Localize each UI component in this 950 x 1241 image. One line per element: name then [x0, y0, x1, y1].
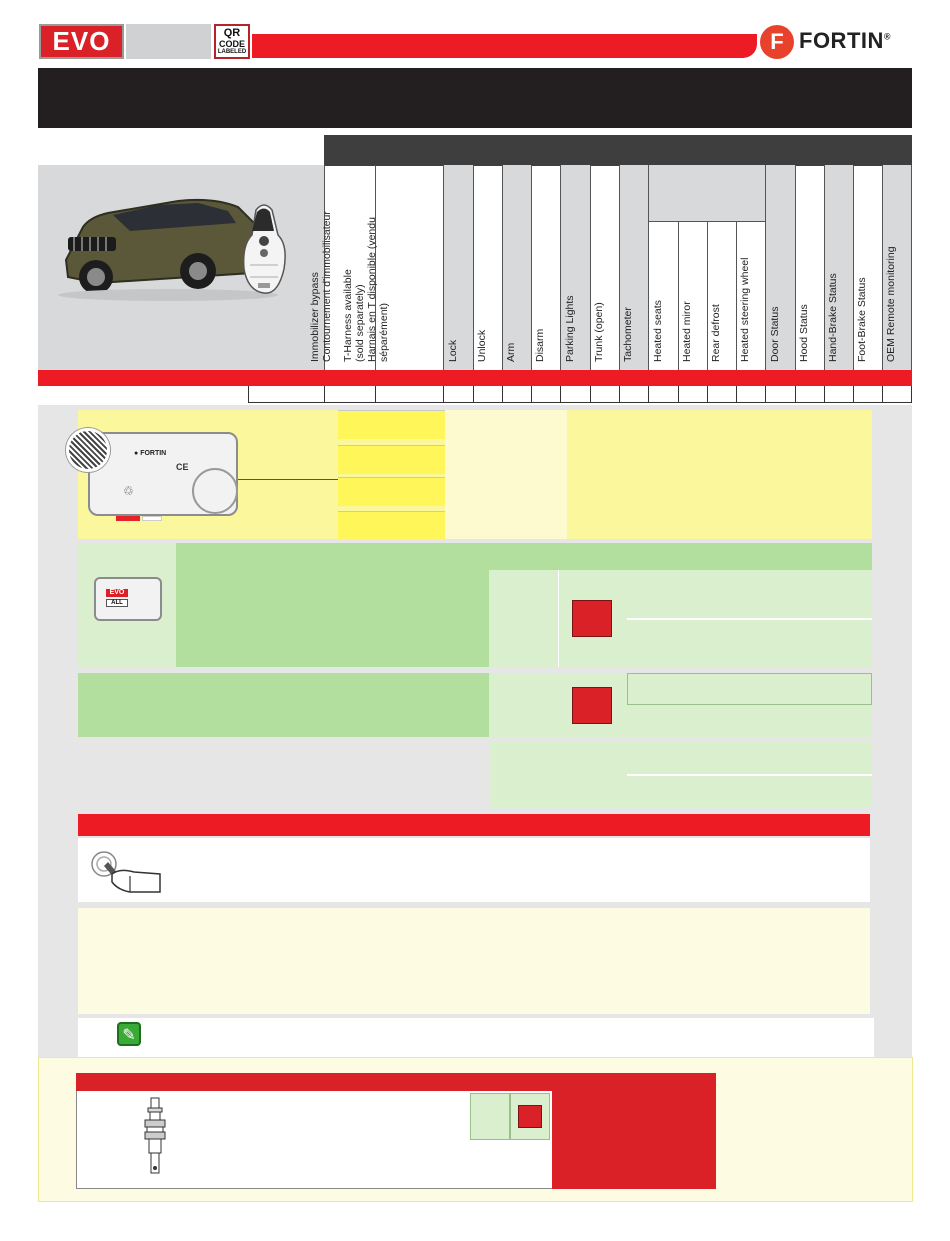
feature-label-door-status: Door Status [768, 306, 781, 362]
firmware-header-cell [489, 543, 627, 570]
evo-all-module-image [94, 577, 162, 621]
feature-col-unlock [473, 165, 502, 370]
section3-option-cell-2 [627, 774, 872, 807]
feature-label-disarm: Disarm [534, 328, 546, 362]
features-header-band [324, 135, 912, 166]
magnifier-circle [192, 468, 238, 514]
all-tag: ALL [106, 599, 128, 607]
feature-label-tachometer: Tachometer [622, 307, 634, 362]
feature-label-rear-defrost: Rear defrost [710, 304, 722, 362]
module-brand-label: ● FORTIN [134, 450, 167, 457]
evo-tag: EVO [106, 589, 128, 597]
qr-badge-line1: QR [223, 27, 241, 39]
accessory-red-header [76, 1073, 552, 1091]
brand-registered-mark: ® [883, 31, 892, 42]
vehicle-illustration [38, 165, 324, 370]
header-grey-box [126, 24, 211, 59]
pin-switch-icon [140, 1098, 170, 1176]
qr-magnifier-icon [66, 428, 110, 472]
module-option-cell-4 [338, 511, 445, 540]
feature-label-immobilizer: Immobilizer bypass Contournement d'immobilisateur [309, 211, 333, 362]
feature-col-oem-remote [882, 165, 912, 370]
notes-pale-box [78, 908, 870, 1014]
accessory-green-cell-1 [470, 1093, 510, 1140]
section2-description-cell [78, 673, 489, 737]
section2-option-cell-1 [627, 673, 872, 705]
module-yellow-light-column [445, 410, 567, 539]
feature-col-lock [443, 165, 473, 370]
options-header-cell [627, 543, 872, 570]
vehicle-image-panel [38, 165, 324, 370]
qr-badge-line2: CODE [218, 39, 245, 49]
fortin-brand-name [799, 28, 891, 54]
tools-box [78, 1018, 874, 1062]
features-value-row [248, 386, 912, 403]
red-marker-square [518, 1105, 542, 1128]
red-marker-square [572, 687, 612, 724]
firmware-cell-1 [489, 570, 559, 667]
module-option-cell-3 [338, 477, 445, 506]
title-band [38, 68, 912, 128]
qr-badge-line3: LABELED [217, 49, 247, 55]
feature-col-door-status [765, 165, 795, 370]
feature-label-unlock: Unlock [476, 329, 488, 362]
feature-col-arm [502, 165, 531, 370]
feature-label-parking-lights: Parking Lights [563, 295, 576, 362]
feature-label-heated-steering: Heated steering wheel [739, 257, 751, 362]
feature-label-hood-status: Hood Status [798, 304, 810, 362]
fortin-logo-icon: F [760, 25, 794, 59]
module-brand-text: FORTIN [140, 450, 167, 457]
wrench-icon: ✎ [117, 1022, 141, 1046]
feature-col-heated-mirror [678, 222, 707, 370]
feature-col-foot-brake [853, 165, 882, 370]
module-option-cell-2 [338, 445, 445, 474]
section2-option-cell-2 [627, 705, 872, 737]
feature-col-hood-status [795, 165, 824, 370]
feature-col-tachometer [619, 165, 648, 370]
feature-label-heated-mirror: Heated miror [681, 301, 693, 362]
red-marker-square [572, 600, 612, 637]
feature-col-t-harness [342, 165, 443, 370]
feature-label-t-harness: T-Harness available (sold separately) Harnais en T disponible (vendu séparément) [342, 217, 390, 362]
feature-label-oem-remote: OEM Remote monitoring [885, 246, 897, 362]
accessory-red-block [552, 1073, 716, 1189]
module-red-connector [116, 516, 140, 521]
section3-firmware-cell [489, 741, 627, 807]
feature-label-heated-seats: Heated seats [651, 300, 664, 362]
option-cell-1 [627, 570, 872, 618]
recycle-bin-icon: ♲ [123, 484, 134, 498]
feature-col-trunk [590, 165, 619, 370]
feature-col-parking-lights [560, 165, 590, 370]
feature-col-heated-steering [736, 222, 765, 370]
feature-col-rear-defrost [707, 222, 736, 370]
qr-code-badge [214, 24, 250, 59]
feature-label-foot-brake: Foot-Brake Status [856, 277, 868, 362]
programming-red-header [78, 814, 870, 836]
module-white-connector [142, 516, 162, 521]
section3-option-cell-1 [627, 741, 872, 774]
feature-col-disarm [531, 165, 560, 370]
feature-label-hand-brake: Hand-Brake Status [827, 273, 839, 362]
section2-firmware-cell-1 [489, 673, 559, 737]
evo-logo: EVO [39, 24, 124, 59]
feature-label-arm: Arm [505, 342, 517, 362]
feature-col-heated-seats [648, 222, 678, 370]
feature-label-lock: Lock [446, 339, 459, 362]
feature-col-hand-brake [824, 165, 853, 370]
callout-line [238, 479, 338, 480]
remote-hand-icon [90, 846, 162, 894]
feature-label-trunk: Trunk (open) [593, 302, 605, 362]
module-option-cell-1 [338, 410, 445, 439]
option-cell-2 [627, 618, 872, 667]
ce-mark: CE [176, 462, 189, 472]
features-red-band [38, 370, 912, 386]
brand-name-text: FORTIN [799, 28, 884, 53]
header-red-stripe [252, 34, 757, 58]
firmware-description-cell [176, 543, 489, 667]
programming-box [78, 838, 870, 902]
heated-group-header [648, 165, 765, 222]
